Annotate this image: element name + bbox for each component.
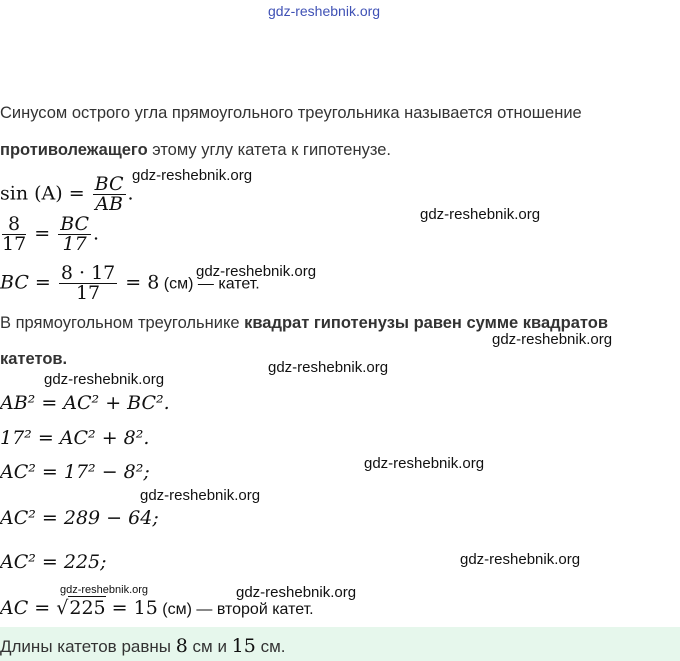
- answer-text: [0, 635, 286, 657]
- eq-bc-unit: (см) — катет.: [159, 275, 260, 293]
- sqrt-radicand: 225: [69, 597, 106, 619]
- frac-num: BC: [60, 213, 90, 235]
- eq-ac-rhs: = 15: [105, 597, 158, 619]
- sqrt-sign: √: [56, 597, 69, 619]
- answer-value-2: 15: [231, 635, 256, 657]
- watermark: gdz-reshebnik.org: [268, 359, 389, 376]
- fraction-bc-ab: [93, 175, 126, 214]
- watermark: gdz-reshebnik.org: [132, 167, 253, 184]
- equals: =: [28, 222, 57, 245]
- watermark: gdz-reshebnik.org: [140, 487, 261, 504]
- watermark: gdz-reshebnik.org: [364, 455, 485, 472]
- fraction-bc-17: [58, 215, 91, 254]
- answer-box: [0, 627, 680, 661]
- watermark: gdz-reshebnik.org: [60, 584, 149, 596]
- equation-ac-difference: AC² = 289 − 64;: [0, 507, 159, 529]
- frac-den: 17: [62, 233, 87, 255]
- watermark: gdz-reshebnik.org: [492, 331, 613, 348]
- eq-ac-unit: (см) — второй катет.: [157, 601, 314, 618]
- eq-bc-rhs: = 8: [119, 271, 160, 294]
- watermark: gdz-reshebnik.org: [460, 551, 581, 568]
- watermark: gdz-reshebnik.org: [196, 263, 317, 280]
- watermark: gdz-reshebnik.org: [236, 584, 357, 601]
- eq-end: .: [127, 182, 134, 205]
- frac-den: AB: [95, 193, 123, 215]
- eq-bc-lhs: BC =: [0, 271, 57, 294]
- frac-num: 8 · 17: [60, 262, 116, 284]
- theorem-line-2: катетов.: [0, 350, 68, 368]
- fraction-8x17-17: [59, 264, 117, 303]
- watermark: gdz-reshebnik.org: [44, 371, 165, 388]
- equation-substitute: 17² = AC² + 8².: [0, 427, 150, 449]
- fraction-8-17: [2, 215, 26, 254]
- theorem-text: В прямоугольном треугольнике: [0, 314, 245, 332]
- frac-den: 17: [75, 282, 101, 304]
- equation-ac-squared: AC² = 17² − 8²;: [0, 461, 150, 483]
- definition-tail: этому углу катета к гипотенузе.: [147, 141, 391, 159]
- eq-ac-lhs: AC =: [0, 597, 57, 619]
- eq-end: .: [93, 222, 100, 245]
- theorem-bold: квадрат гипотенузы равен сумме квадратов: [244, 314, 608, 332]
- answer-value-1: 8: [175, 635, 188, 657]
- answer-end: см.: [255, 637, 286, 656]
- site-link[interactable]: gdz-reshebnik.org: [268, 3, 381, 19]
- definition-line-2: [0, 141, 391, 160]
- frac-num: 8: [2, 215, 26, 235]
- frac-num: BC: [94, 173, 124, 195]
- answer-lead: Длины катетов равны: [0, 637, 176, 656]
- equation-pythagoras: AB² = AC² + BC².: [0, 392, 170, 414]
- watermark: gdz-reshebnik.org: [420, 206, 541, 223]
- answer-mid: см и: [187, 637, 232, 656]
- frac-den: 17: [2, 233, 27, 255]
- bold-term: противолежащего: [0, 141, 148, 159]
- definition-line-1: Синусом острого угла прямоугольного треугольника называется отношение: [0, 104, 582, 122]
- equation-sine: [0, 175, 134, 214]
- equation-ratio: [0, 215, 99, 254]
- equation-ac-225: AC² = 225;: [0, 551, 107, 573]
- eq-sine-lhs: sin (A) =: [0, 182, 91, 205]
